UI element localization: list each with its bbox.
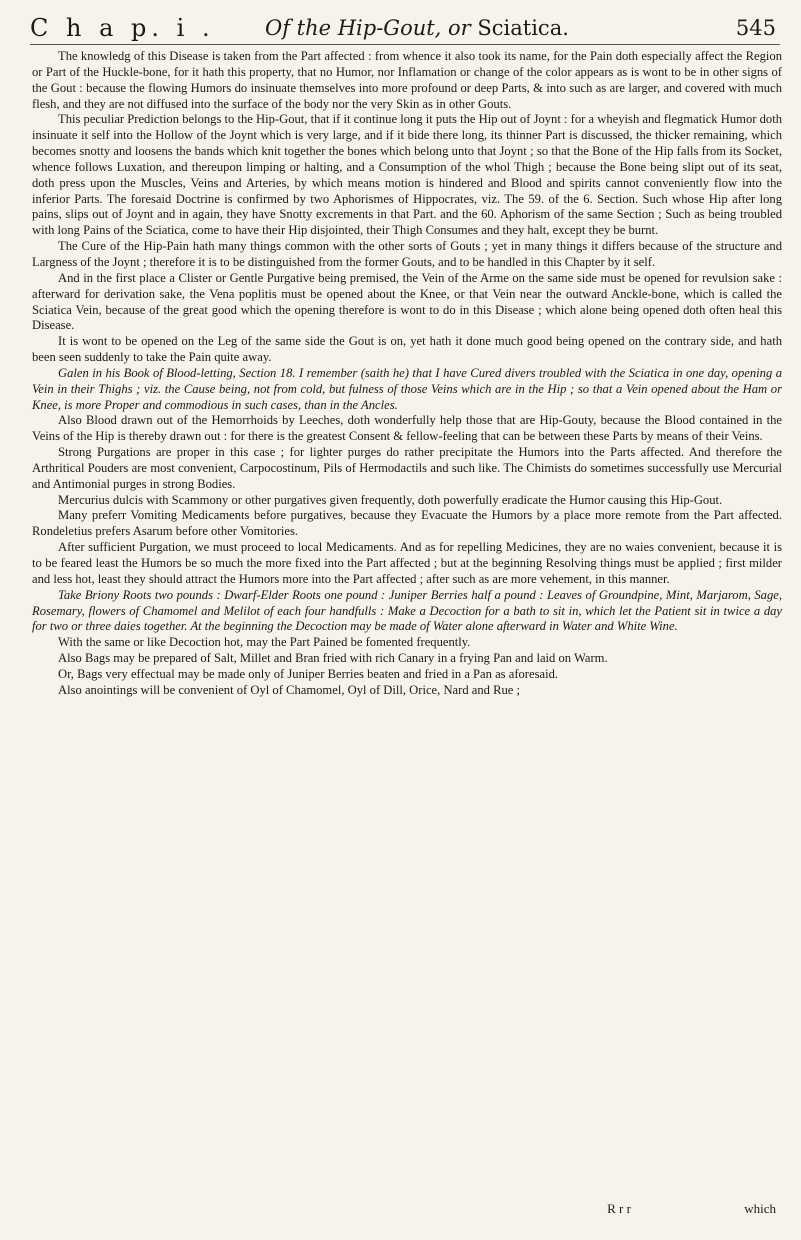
paragraph: Also Blood drawn out of the Hemorrhoids by Leeches, doth wonderfully help those that are Hip-Gouty, because the Blood contained in the Veins of the Hip is thereby drawn out : for there is the greatest Consent & fellow-feeling that can be between these Parts by means of their Veins. — [32, 413, 782, 444]
paragraph: Or, Bags very effectual may be made only of Juniper Berries beaten and fried in a Pan as aforesaid. — [58, 666, 559, 681]
paragraph: Strong Purgations are proper in this case ; for lighter purges do rather precipitate the Humors into the Parts affected. And therefore the Arthritical Pouders are most convenient, Carpocostinum, Pils of Hermodactils and such like. The Chimists do sometimes successfully use Mercurial and Antimonial purges in strong Bodies. — [32, 445, 782, 491]
paragraph: With the same or like Decoction hot, may the Part Pained be fomented frequently. — [58, 635, 471, 650]
paragraph: It is wont to be opened on the Leg of the same side the Gout is on, yet hath it done much good being opened on the contrary side, and hath been seen suddenly to take the Pain quite away. — [32, 334, 782, 365]
paragraph: Take Briony Roots two pounds : Dwarf-Elder Roots one pound : Juniper Berries half a pound : Leaves of Groundpine, Mint, Marjarom, Sage, Rosemary, flowers of Chamomel and Melilot of each four handfulls : Make a Decoction for a bath to sit in, which let the Patient sit in twice a day for two or three daies together. At the beginning the Decoction may be made of Water alone afterward in Water and White Wine. — [32, 587, 782, 634]
running-header — [30, 10, 780, 45]
signature-mark: R r r — [607, 1201, 631, 1216]
paragraph: And in the first place a Clister or Gentle Purgative being premised, the Vein of the Arme on the same side must be opened for revulsion sake : afterward for derivation sake, the Vena poplitis must be opened about the Knee, or that Vein near the outward Anckle-bone, which is called the Sciatica Vein, because of the great good which the opening therefore is wont to do in this Disease ; which alone being opened doth often heal this Disease. — [32, 270, 782, 333]
paragraph: This peculiar Prediction belongs to the Hip-Gout, that if it continue long it puts the Hip out of Joynt : for a wheyish and flegmatick Humor doth insinuate it self into the Hollow of the Joynt which is very large, and if it bide there long, its thinner Part is discussed, the thicker remaining, which becomes snotty and loosens the bands which knit together the bones which belong unto that Joynt ; so that the Bone of the Hip falls from its Socket, whence follows Luxation, and thereupon limping or halting, and a Consumption of the whol Thigh ; because the Bone being slipt out of its seat, doth press upon the Muscles, Veins and Arteries, by which means motion is hindered and Blood and spirits cannot conveniently flow into the inferior Parts. The foresaid Doctrine is confirmed by two Aphorismes of Hippocrates, viz. The 59. of the 6. Section. Such whose Hip after long pains, slips out of Joynt and in again, they have Snotty excrements in that Part. and the 60. Aphorism of the same Section ; Such as being troubled with long Pains of the Sciatica, come to have their Hip disjointed, their Thigh Consumes and they halt, except they be burnt. — [32, 112, 782, 238]
paragraph: Many preferr Vomiting Medicaments before purgatives, because they Evacuate the Humors by a place more remote from the Part affected. Rondeletius prefers Asarum before other Vomitories. — [32, 508, 782, 539]
paragraph: Also Bags may be prepared of Salt, Millet and Bran fried with rich Canary in a frying Pan and laid on Warm. — [58, 651, 608, 666]
paragraph: After sufficient Purgation, we must proceed to local Medicaments. And as for repelling Medicines, they are no waies convenient, because it is to be feared least the Humors be so much the more fixed into the Part affected ; but at the beginning Resolving things must be applied ; first milder and less hot, least they should attract the Humors more into the Part affected ; after such as are more vehement, in this manner. — [32, 540, 782, 586]
paragraph: Mercurius dulcis with Scammony or other purgatives given frequently, doth powerfully eradicate the Humor causing this Hip-Gout. — [58, 492, 723, 507]
body-text — [22, 45, 790, 699]
running-title-tail: Sciatica. — [470, 16, 569, 40]
running-title — [265, 16, 569, 40]
book-page — [22, 10, 790, 1235]
page-footer — [497, 1201, 776, 1217]
paragraph: Galen in his Book of Blood-letting, Section 18. I remember (saith he) that I have Cured divers troubled with the Sciatica in one day, opening a Vein in their Thighs ; viz. the Cause being, not from cold, but fulness of those Veins which are in the Hip ; so that a Vein opened about the Ham or Knee, is more Proper and commodious in such cases, than in the Ancles. — [32, 365, 782, 412]
paragraph: Also anointings will be convenient of Oyl of Chamomel, Oyl of Dill, Orice, Nard and Rue ; — [58, 682, 521, 697]
catchword: which — [744, 1201, 776, 1216]
chapter-label: C h a p. i . — [30, 14, 215, 42]
paragraph: The knowledg of this Disease is taken from the Part affected : from whence it also took its name, for the Pain doth especially affect the Region or Part of the Huckle-bone, for it hath this property, that no Humor, nor Inflamation or change of the color appears as is wont to be in other signs of the Gout : because the flowing Humors do insinuate themselves into more profound or deep Parts, & into such as are larger, and covered with much flesh, and they are not diffused into the surface of the body nor the very Skin as in other Gouts. — [32, 49, 782, 111]
page-number: 545 — [735, 16, 776, 40]
paragraph: The Cure of the Hip-Pain hath many things common with the other sorts of Gouts ; yet in many things it differs because of the structure and Largness of the Joynt ; therefore it is to be distinguished from the former Gouts, and to be handled in this Chapter by it self. — [32, 239, 782, 269]
running-title-italic: Of the Hip-Gout, or — [265, 16, 471, 40]
